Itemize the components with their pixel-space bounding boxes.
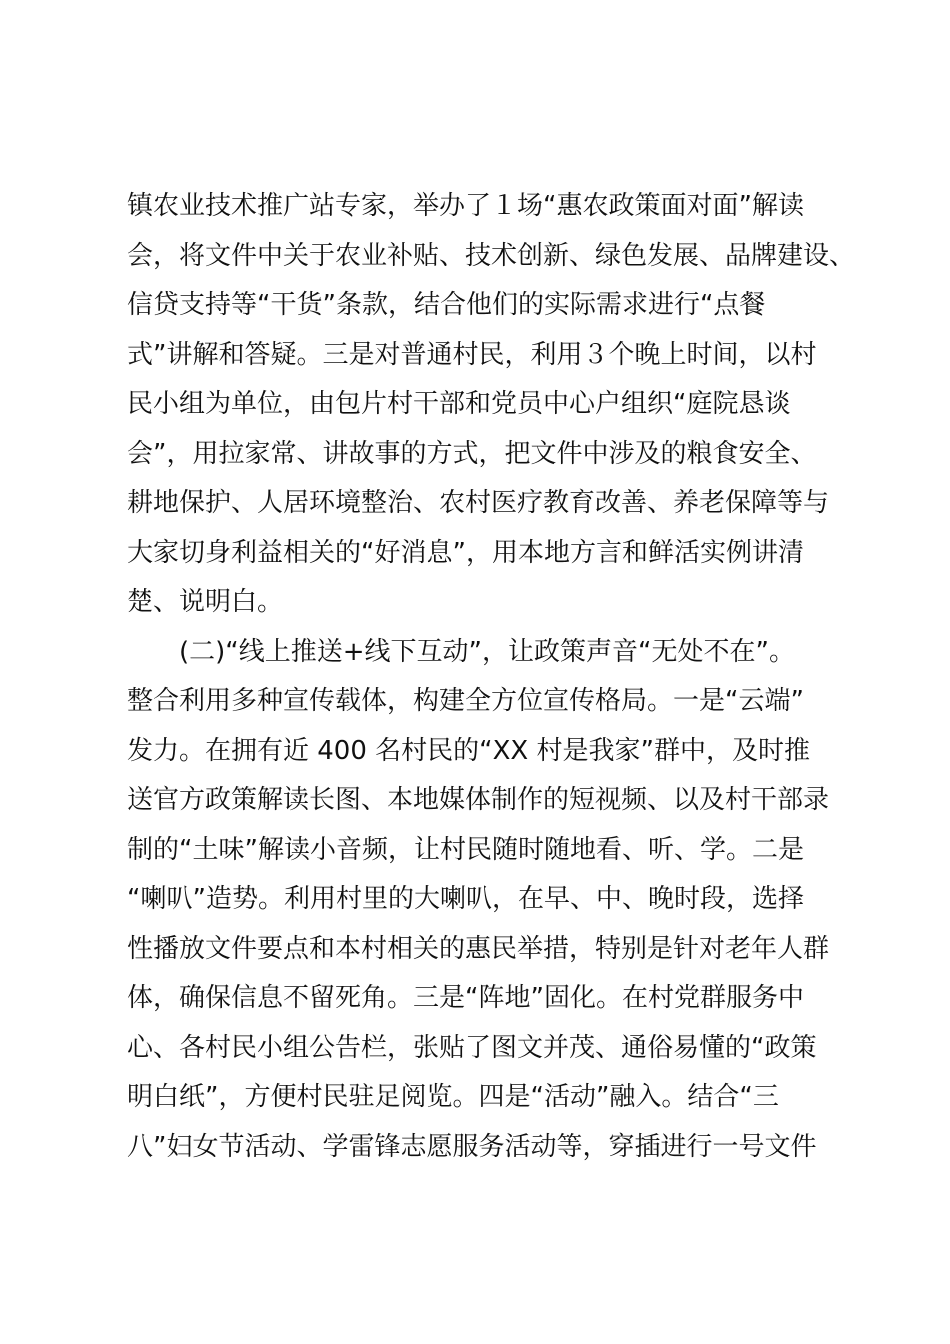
- text-line: 楚、说明白。: [127, 587, 284, 617]
- text-line: “喇叭”造势。利用村里的大喇叭，在早、中、晚时段，选择: [127, 884, 804, 914]
- body-text: [127, 182, 856, 1172]
- text-line: 耕地保护、人居环境整治、农村医疗教育改善、养老保障等与: [127, 488, 830, 518]
- text-line: 心、各村民小组公告栏，张贴了图文并茂、通俗易懂的“政策: [127, 1032, 817, 1063]
- text-line: 会”，用拉家常、讲故事的方式，把文件中涉及的粮食安全、: [127, 438, 817, 469]
- text-line: 信贷支持等“干货”条款，结合他们的实际需求进行“点餐: [127, 290, 766, 320]
- text-line: 民小组为单位，由包片村干部和党员中心户组织“庭院恳谈: [127, 389, 791, 419]
- section-heading: (二)“线上推送+线下互动”，让政策声音“无处不在”。: [127, 636, 795, 667]
- text-line: 会，将文件中关于农业补贴、技术创新、绿色发展、品牌建设、: [127, 240, 856, 271]
- text-line: 性播放文件要点和本村相关的惠民举措，特别是针对老年人群: [127, 933, 830, 964]
- text-line: 八”妇女节活动、学雷锋志愿服务活动等，穿插进行一号文件: [127, 1131, 817, 1162]
- text-line: 制的“土味”解读小音频，让村民随时随地看、听、学。二是: [127, 834, 804, 865]
- text-line: 式”讲解和答疑。三是对普通村民，利用３个晚上时间，以村: [127, 339, 817, 370]
- text-line: 发力。在拥有近 400 名村民的“XX 村是我家”群中，及时推: [127, 735, 810, 766]
- text-line: 送官方政策解读长图、本地媒体制作的短视频、以及村干部录: [127, 785, 830, 815]
- text-line: 体，确保信息不留死角。三是“阵地”固化。在村党群服务中: [127, 983, 804, 1013]
- text-line: 大家切身利益相关的“好消息”，用本地方言和鲜活实例讲清: [127, 537, 804, 568]
- text-line: 镇农业技术推广站专家，举办了１场“惠农政策面对面”解读: [127, 191, 804, 221]
- text-line: 明白纸”，方便村民驻足阅览。四是“活动”融入。结合“三: [127, 1082, 779, 1112]
- text-line: 整合利用多种宣传载体，构建全方位宣传格局。一是“云端”: [127, 686, 804, 716]
